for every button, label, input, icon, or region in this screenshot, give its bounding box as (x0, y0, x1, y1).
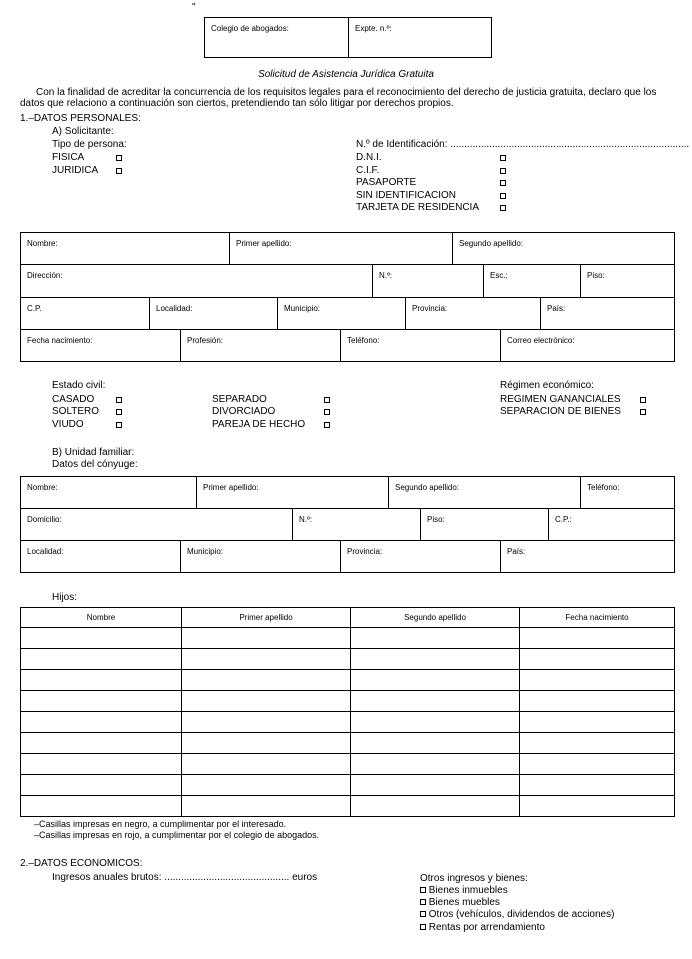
top-mark: " (192, 2, 196, 13)
conyuge-localidad-cell[interactable] (21, 541, 181, 572)
conyuge-row-1 (21, 477, 674, 509)
cp-label: C.P. (27, 304, 42, 313)
hijos-row (21, 712, 675, 733)
primer-apellido-label: Primer apellido: (236, 239, 292, 248)
hijos-cell[interactable] (520, 649, 675, 670)
numero-cell[interactable] (373, 265, 484, 297)
checkbox-icon[interactable] (324, 409, 330, 415)
otros-label: Otros ingresos y bienes: (420, 873, 528, 884)
estado-separado-label: SEPARADO (212, 394, 267, 405)
conyuge-numero-label: N.º: (299, 515, 313, 524)
conyuge-piso-label: Piso: (427, 515, 445, 524)
hijos-header-row (21, 608, 675, 628)
conyuge-primer-apellido-label: Primer apellido: (203, 483, 259, 492)
hijos-cell[interactable] (21, 670, 182, 691)
note-negro: –Casillas impresas en negro, a cumplimentar por el interesado. (34, 819, 287, 829)
otros-item-rentas (420, 922, 545, 933)
conyuge-localidad-label: Localidad: (27, 547, 64, 556)
hijos-cell[interactable] (182, 796, 351, 817)
hijos-body (21, 628, 675, 817)
solicitante-form (20, 232, 675, 362)
regimen-separacion-label: SEPARACION DE BIENES (500, 406, 621, 417)
cp-cell[interactable] (21, 298, 150, 329)
estado-soltero-label: SOLTERO (52, 406, 100, 417)
section1-heading: 1.–DATOS PERSONALES: (20, 113, 141, 124)
numero-label: N.º: (379, 271, 393, 280)
hijos-cell[interactable] (182, 649, 351, 670)
conyuge-segundo-apellido-label: Segundo apellido: (395, 483, 460, 492)
conyuge-form (20, 476, 675, 573)
hijos-cell[interactable] (21, 649, 182, 670)
id-pasaporte-label: PASAPORTE (356, 177, 417, 188)
estado-pareja-label: PAREJA DE HECHO (212, 419, 306, 430)
intro-line-1: Con la finalidad de acreditar la concurrencia de los requisitos legales para el reconocimiento del derecho de justicia gratuita, declaro que los (36, 87, 657, 98)
tipo-persona-label: Tipo de persona: (52, 139, 127, 150)
otros-item-inmuebles (420, 885, 508, 896)
checkbox-icon[interactable] (500, 168, 506, 174)
localidad-label: Localidad: (156, 304, 193, 313)
hijos-label: Hijos: (52, 592, 78, 603)
conyuge-row-2 (21, 509, 674, 541)
pais-cell[interactable] (541, 298, 674, 329)
expte-label: Expte. n.º: (355, 24, 392, 33)
conyuge-domicilio-cell[interactable] (21, 509, 293, 540)
estado-casado-label: CASADO (52, 394, 95, 405)
checkbox-icon[interactable] (500, 180, 506, 186)
otros-muebles-label: Bienes muebles (428, 897, 500, 908)
conyuge-primer-apellido-cell[interactable] (197, 477, 389, 508)
piso-cell[interactable] (581, 265, 674, 297)
hijos-cell[interactable] (182, 733, 351, 754)
profesion-label: Profesión: (187, 336, 224, 345)
hijos-cell[interactable] (520, 733, 675, 754)
hijos-cell[interactable] (21, 691, 182, 712)
hijos-cell[interactable] (182, 628, 351, 649)
hijos-cell[interactable] (21, 733, 182, 754)
id-dni-label: D.N.I. (356, 152, 382, 163)
id-cif-label: C.I.F. (356, 165, 380, 176)
checkbox-icon[interactable] (116, 422, 122, 428)
checkbox-icon[interactable] (420, 911, 426, 917)
hijos-cell[interactable] (182, 691, 351, 712)
hijos-cell[interactable] (21, 754, 182, 775)
nombre-label: Nombre: (27, 239, 58, 248)
hijos-cell[interactable] (520, 754, 675, 775)
intro-line-2: datos que relaciono a continuación son ciertos, pretendiendo tan sólo litigar por derechos propios. (20, 98, 454, 109)
id-tarjeta-label: TARJETA DE RESIDENCIA (356, 202, 479, 213)
fecha-nacimiento-label: Fecha nacimiento: (27, 336, 93, 345)
hijos-cell[interactable] (351, 670, 520, 691)
conyuge-row-3 (21, 541, 674, 572)
otros-rentas-label: Rentas por arrendamiento (428, 922, 545, 933)
correo-label: Correo electrónico: (507, 336, 575, 345)
hijos-cell[interactable] (351, 691, 520, 712)
primer-apellido-cell[interactable] (230, 233, 453, 264)
direccion-cell[interactable] (21, 265, 373, 297)
hijos-cell[interactable] (520, 670, 675, 691)
piso-label: Piso: (587, 271, 605, 280)
municipio-label: Municipio: (284, 304, 321, 313)
conyuge-telefono-label: Teléfono: (587, 483, 620, 492)
checkbox-icon[interactable] (420, 887, 426, 893)
hijos-row (21, 649, 675, 670)
unidad-familiar-heading: B) Unidad familiar: (52, 447, 135, 458)
conyuge-domicilio-label: Domicilio: (27, 515, 62, 524)
hijos-cell[interactable] (351, 796, 520, 817)
checkbox-icon[interactable] (500, 155, 506, 161)
municipio-cell[interactable] (278, 298, 406, 329)
checkbox-icon[interactable] (116, 409, 122, 415)
pais-label: País: (547, 304, 566, 313)
hijos-row (21, 754, 675, 775)
checkbox-icon[interactable] (640, 397, 646, 403)
hijos-cell[interactable] (351, 712, 520, 733)
conyuge-provincia-label: Provincia: (347, 547, 383, 556)
header-box (204, 17, 492, 58)
hijos-cell[interactable] (520, 628, 675, 649)
escalera-cell[interactable] (484, 265, 581, 297)
document-title: Solicitud de Asistencia Jurídica Gratuita (258, 69, 434, 80)
conyuge-municipio-label: Municipio: (187, 547, 224, 556)
hijos-table (20, 607, 675, 817)
solicitante-row-3 (21, 298, 674, 330)
checkbox-icon[interactable] (116, 397, 122, 403)
conyuge-segundo-apellido-cell[interactable] (389, 477, 581, 508)
checkbox-icon[interactable] (500, 205, 506, 211)
hijos-cell[interactable] (21, 775, 182, 796)
hijos-cell[interactable] (520, 775, 675, 796)
colegio-label: Colegio de abogados: (211, 24, 289, 33)
hijos-cell[interactable] (520, 796, 675, 817)
solicitante-heading: A) Solicitante: (52, 126, 114, 137)
conyuge-cp-cell[interactable] (549, 509, 674, 540)
telefono-cell[interactable] (341, 330, 501, 361)
checkbox-icon[interactable] (640, 409, 646, 415)
estado-civil-label: Estado civil: (52, 380, 106, 391)
conyuge-pais-cell[interactable] (501, 541, 674, 572)
expte-cell[interactable] (349, 18, 491, 57)
hijos-col-fecha: Fecha nacimiento (520, 608, 675, 628)
solicitante-row-2 (21, 265, 674, 298)
ingresos-label: Ingresos anuales brutos: ............................................. euros (52, 872, 318, 883)
hijos-cell[interactable] (520, 712, 675, 733)
checkbox-icon[interactable] (500, 193, 506, 199)
regimen-label: Régimen económico: (500, 380, 594, 391)
checkbox-icon[interactable] (116, 168, 122, 174)
checkbox-icon[interactable] (324, 422, 330, 428)
hijos-cell[interactable] (351, 649, 520, 670)
hijos-cell[interactable] (21, 628, 182, 649)
identificacion-label: N.º de Identificación: ...................................................................................... (356, 139, 690, 150)
conyuge-municipio-cell[interactable] (181, 541, 341, 572)
note-rojo: –Casillas impresas en rojo, a cumplimentar por el colegio de abogados. (34, 830, 320, 840)
provincia-label: Provincia: (412, 304, 448, 313)
hijos-row (21, 796, 675, 817)
otros-inmuebles-label: Bienes inmuebles (428, 885, 508, 896)
telefono-label: Teléfono: (347, 336, 380, 345)
conyuge-nombre-label: Nombre: (27, 483, 58, 492)
segundo-apellido-label: Segundo apellido: (459, 239, 524, 248)
conyuge-provincia-cell[interactable] (341, 541, 501, 572)
hijos-cell[interactable] (351, 775, 520, 796)
segundo-apellido-cell[interactable] (453, 233, 674, 264)
hijos-cell[interactable] (351, 754, 520, 775)
provincia-cell[interactable] (406, 298, 541, 329)
checkbox-icon[interactable] (420, 924, 426, 930)
estado-viudo-label: VIUDO (52, 419, 84, 430)
checkbox-icon[interactable] (324, 397, 330, 403)
nombre-cell[interactable] (21, 233, 230, 264)
tipo-juridica-label: JURIDICA (52, 165, 99, 176)
otros-item-muebles (420, 897, 500, 908)
otros-item-otros (420, 909, 614, 920)
correo-cell[interactable] (501, 330, 674, 361)
hijos-cell[interactable] (182, 775, 351, 796)
regimen-gananciales-label: REGIMEN GANANCIALES (500, 394, 621, 405)
conyuge-telefono-cell[interactable] (581, 477, 674, 508)
hijos-row (21, 691, 675, 712)
escalera-label: Esc.: (490, 271, 508, 280)
hijos-cell[interactable] (351, 733, 520, 754)
hijos-row (21, 733, 675, 754)
hijos-cell[interactable] (351, 628, 520, 649)
conyuge-label: Datos del cónyuge: (52, 459, 138, 470)
estado-divorciado-label: DIVORCIADO (212, 406, 276, 417)
direccion-label: Dirección: (27, 271, 63, 280)
hijos-col-nombre: Nombre (21, 608, 182, 628)
id-sin-label: SIN IDENTIFICACION (356, 190, 457, 201)
hijos-row (21, 775, 675, 796)
section2-heading: 2.–DATOS ECONOMICOS: (20, 858, 143, 869)
hijos-cell[interactable] (182, 754, 351, 775)
checkbox-icon[interactable] (420, 899, 426, 905)
localidad-cell[interactable] (150, 298, 278, 329)
checkbox-icon[interactable] (116, 155, 122, 161)
hijos-cell[interactable] (182, 712, 351, 733)
hijos-cell[interactable] (182, 670, 351, 691)
tipo-fisica-label: FISICA (52, 152, 85, 163)
profesion-cell[interactable] (181, 330, 341, 361)
hijos-row (21, 670, 675, 691)
conyuge-pais-label: País: (507, 547, 526, 556)
hijos-cell[interactable] (21, 796, 182, 817)
conyuge-numero-cell[interactable] (293, 509, 421, 540)
hijos-row (21, 628, 675, 649)
otros-otros-label: Otros (vehículos, dividendos de acciones) (428, 909, 615, 920)
conyuge-cp-label: C.P.: (555, 515, 572, 524)
solicitante-row-1 (21, 233, 674, 265)
hijos-col-primer-apellido: Primer apellido (182, 608, 351, 628)
conyuge-piso-cell[interactable] (421, 509, 549, 540)
solicitante-row-4 (21, 330, 674, 361)
hijos-cell[interactable] (21, 712, 182, 733)
conyuge-nombre-cell[interactable] (21, 477, 197, 508)
fecha-nacimiento-cell[interactable] (21, 330, 181, 361)
colegio-cell[interactable] (205, 18, 349, 57)
hijos-col-segundo-apellido: Segundo apellido (351, 608, 520, 628)
hijos-cell[interactable] (520, 691, 675, 712)
